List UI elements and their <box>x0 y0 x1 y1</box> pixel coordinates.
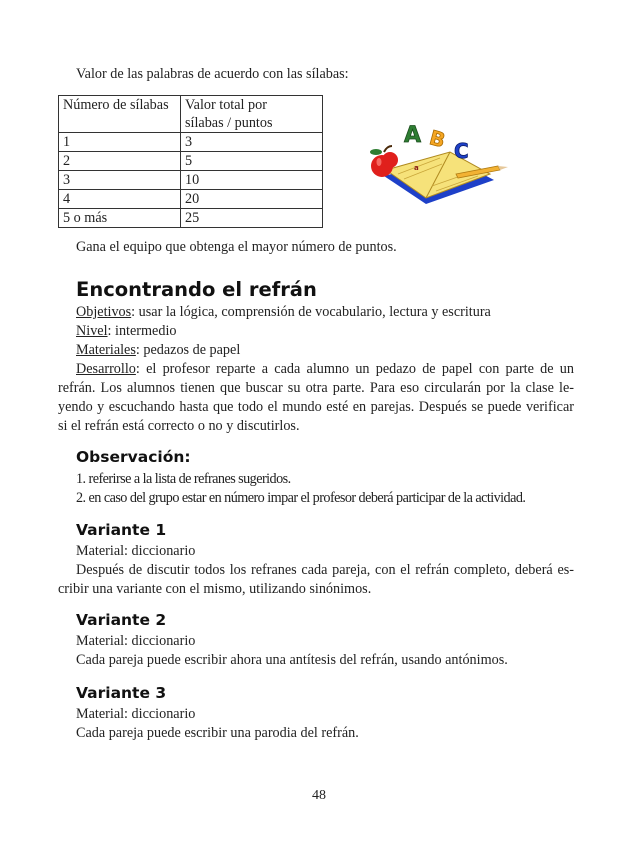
variante-1-line-1: Después de discutir todos los refranes cada pareja, con el refrán completo, deberá es- <box>76 562 574 578</box>
winner-line: Gana el equipo que obtenga el mayor número de puntos. <box>76 239 397 255</box>
desarrollo-line-1 <box>76 360 574 379</box>
variante-1-title: Variante 1 <box>76 521 167 539</box>
observacion-item-2: 2. en caso del grupo estar en número impar el profesor deberá participar de la actividad. <box>76 490 526 506</box>
table-row <box>59 209 323 228</box>
table-cell-syllables: 2 <box>59 152 181 171</box>
table-cell-syllables: 4 <box>59 190 181 209</box>
table-header-row <box>59 96 323 133</box>
materiales-text: : pedazos de papel <box>135 342 241 358</box>
variante-2-title: Variante 2 <box>76 611 167 629</box>
letter-c-icon: C <box>454 139 469 163</box>
section-title: Encontrando el refrán <box>76 278 317 301</box>
intro-text: Valor de las palabras de acuerdo con las sílabas: <box>76 66 349 82</box>
header-syllables: Número de sílabas <box>59 96 181 133</box>
observacion-item-1: 1. referirse a la lista de refranes sugeridos. <box>76 471 291 487</box>
table-cell-points: 20 <box>181 190 323 209</box>
abc-book-clipart <box>362 118 512 218</box>
objetivos-text: : usar la lógica, comprensión de vocabulario, lectura y escritura <box>131 304 491 320</box>
header-points-line2: sílabas / puntos <box>185 115 273 131</box>
desarrollo-text-1: : el profesor reparte a cada alumno un pedazo de papel con parte de un <box>135 361 574 377</box>
svg-text:a: a <box>414 164 419 172</box>
syllable-value-table <box>58 95 323 228</box>
variante-3-material: Material: diccionario <box>76 706 196 722</box>
variante-2-line-1: Cada pareja puede escribir ahora una antítesis del refrán, usando antónimos. <box>76 652 508 668</box>
nivel-label: Nivel <box>76 323 108 339</box>
observacion-title: Observación: <box>76 448 191 466</box>
table-cell-points: 5 <box>181 152 323 171</box>
materiales-label: Materiales <box>76 342 136 358</box>
table-row <box>59 190 323 209</box>
page-number: 48 <box>312 788 326 803</box>
table-cell-points: 25 <box>181 209 323 228</box>
variante-3-title: Variante 3 <box>76 684 167 702</box>
table-cell-points: 3 <box>181 133 323 152</box>
header-points-line1: Valor total por <box>185 97 267 113</box>
table-cell-syllables: 1 <box>59 133 181 152</box>
nivel-text: : intermedio <box>107 323 177 339</box>
letter-a-icon: A <box>404 123 422 148</box>
desarrollo-label: Desarrollo <box>76 361 136 377</box>
table-row <box>59 171 323 190</box>
table-cell-syllables: 5 o más <box>59 209 181 228</box>
variante-1-material: Material: diccionario <box>76 543 196 559</box>
nivel-line <box>76 322 176 341</box>
letter-b-icon: B <box>426 125 448 153</box>
objetivos-label: Objetivos <box>76 304 132 320</box>
header-points <box>181 96 323 133</box>
desarrollo-line-2: refrán. Los alumnos tienen que buscar su otra parte. Para eso circularán por la clase le- <box>58 380 574 396</box>
table-row <box>59 133 323 152</box>
objetivos-line <box>76 303 491 322</box>
table-cell-syllables: 3 <box>59 171 181 190</box>
variante-2-material: Material: diccionario <box>76 633 196 649</box>
desarrollo-line-4: si el refrán está correcto o no y discutirlos. <box>58 418 300 434</box>
variante-3-line-1: Cada pareja puede escribir una parodia del refrán. <box>76 725 359 741</box>
table-row <box>59 152 323 171</box>
desarrollo-line-3: yendo y escuchando hasta que todo el mundo esté en parejas. Después se puede verificar <box>58 399 574 415</box>
variante-1-line-2: cribir una variante con el mismo, utilizando sinónimos. <box>58 581 372 597</box>
table-cell-points: 10 <box>181 171 323 190</box>
materiales-line <box>76 341 240 360</box>
